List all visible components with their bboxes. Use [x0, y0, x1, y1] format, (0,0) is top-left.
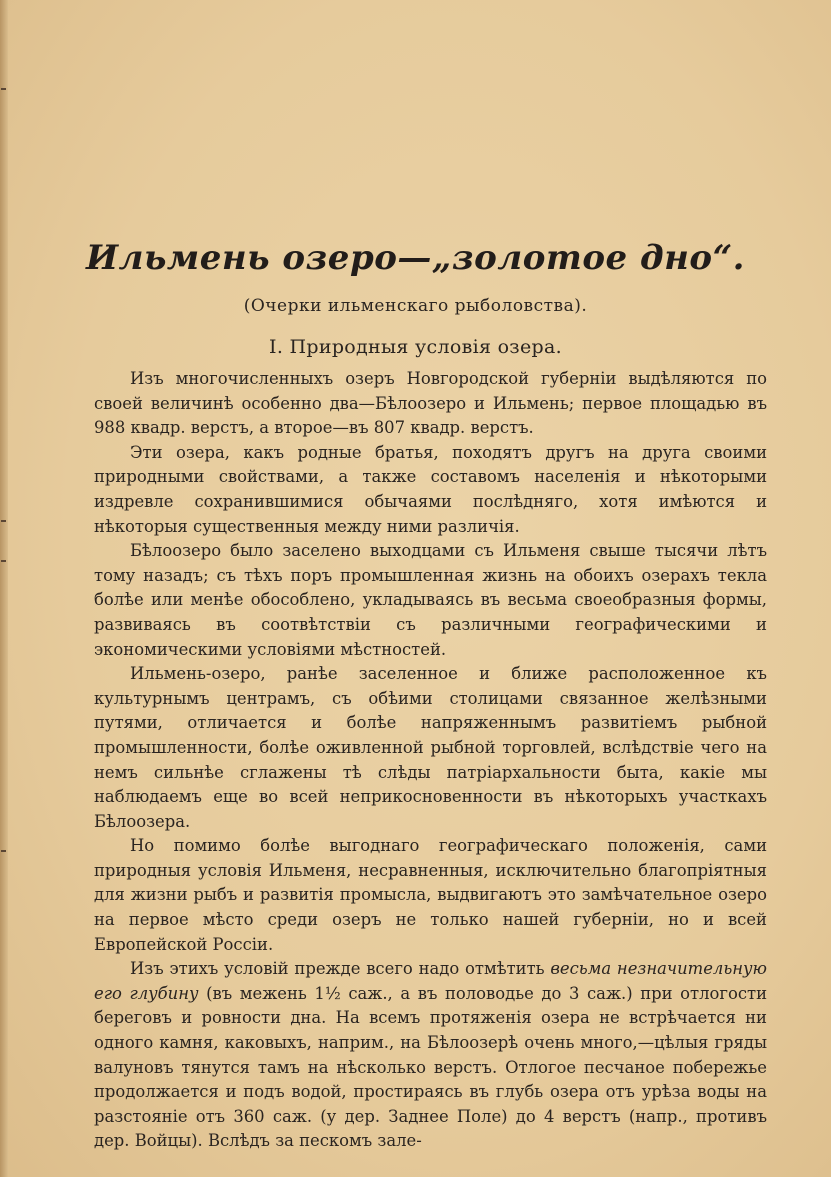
binding-mark — [1, 560, 6, 562]
article-subtitle: (Очерки ильменскаго рыболовства). — [243, 296, 588, 316]
paragraph: Бѣлоозеро было заселено выходцами съ Ильменя свыше тысячи лѣтъ тому назадъ; съ тѣхъ поръ промышленная жизнь на обоихъ озерахъ текла болѣе или менѣе обособлено, укладываясь въ весьма своеобразныя формы, развиваясь въ соотвѣтствіи съ различными географическими и экономическими условіями мѣстностей. — [94, 541, 767, 659]
paragraph: Эти озера, какъ родные братья, походятъ другъ на друга своими природными свойствами, а также составомъ населенія и нѣкоторыми издревле сохранившимися обычаями послѣдняго, хотя имѣются и нѣкоторыя существенныя между ними различія. — [94, 442, 767, 536]
binding-mark — [1, 520, 6, 522]
paragraph: Изъ многочисленныхъ озеръ Новгородской губерніи выдѣляются по своей величинѣ особенно два—Бѣлоозеро и Ильмень; первое площадью въ 988 квадр. верстъ, а второе—въ 807 квадр. верстъ. — [94, 369, 767, 438]
page-binding-edge — [0, 0, 8, 1177]
section-heading: I. Природныя условія озера. — [269, 336, 562, 358]
paragraph: Ильмень-озеро, ранѣе заселенное и ближе расположенное къ культурнымъ центрамъ, съ обѣими столицами связанное желѣзными путями, отличается и болѣе напряженнымъ развитіемъ рыбной промышленности, болѣе оживленной рыбной торговлей, вслѣдствіе чего на немъ сильнѣе сглажены тѣ слѣды патріархальности быта, какіе мы наблюдаемъ еще во всей неприкосновенности въ нѣкоторыхъ участкахъ Бѣлоозера. — [94, 664, 767, 831]
paragraph-text: (въ межень 1½ саж., а въ половодье до 3 саж.) при отлогости береговъ и ровности дна. На всемъ протяженія озера не встрѣчается ни одного камня, каковыхъ, наприм., на Бѣлоозерѣ очень много,—цѣлыя гряды валуновъ тянутся тамъ на нѣсколько верстъ. Отлогое песчаное побережье продолжается и подъ водой, простираясь въ глубь озера отъ урѣза воды на разстояніе отъ 360 саж. (у дер. Заднее Поле) до 4 верстъ (напр., противъ дер. Войцы). Вслѣдъ за пескомъ зале- — [94, 983, 767, 1151]
binding-mark — [1, 850, 6, 852]
paragraph-last — [94, 957, 767, 1154]
article-title: Ильмень озеро—„золотое дно“. — [85, 238, 746, 278]
article-body — [94, 367, 767, 1154]
paragraph-text: Изъ этихъ условій прежде всего надо отмѣтить — [130, 959, 551, 979]
binding-mark — [1, 88, 6, 90]
paragraph: Но помимо болѣе выгоднаго географическаго положенія, сами природныя условія Ильменя, несравненныя, исключительно благопріятныя для жизни рыбъ и развитія промысла, выдвигаютъ это замѣчательное озеро на первое мѣсто среди озеръ не только нашей губерніи, но и всей Европейской Россіи. — [94, 836, 767, 954]
emphasized-text: весьма незначительную его глубину — [94, 959, 767, 1003]
